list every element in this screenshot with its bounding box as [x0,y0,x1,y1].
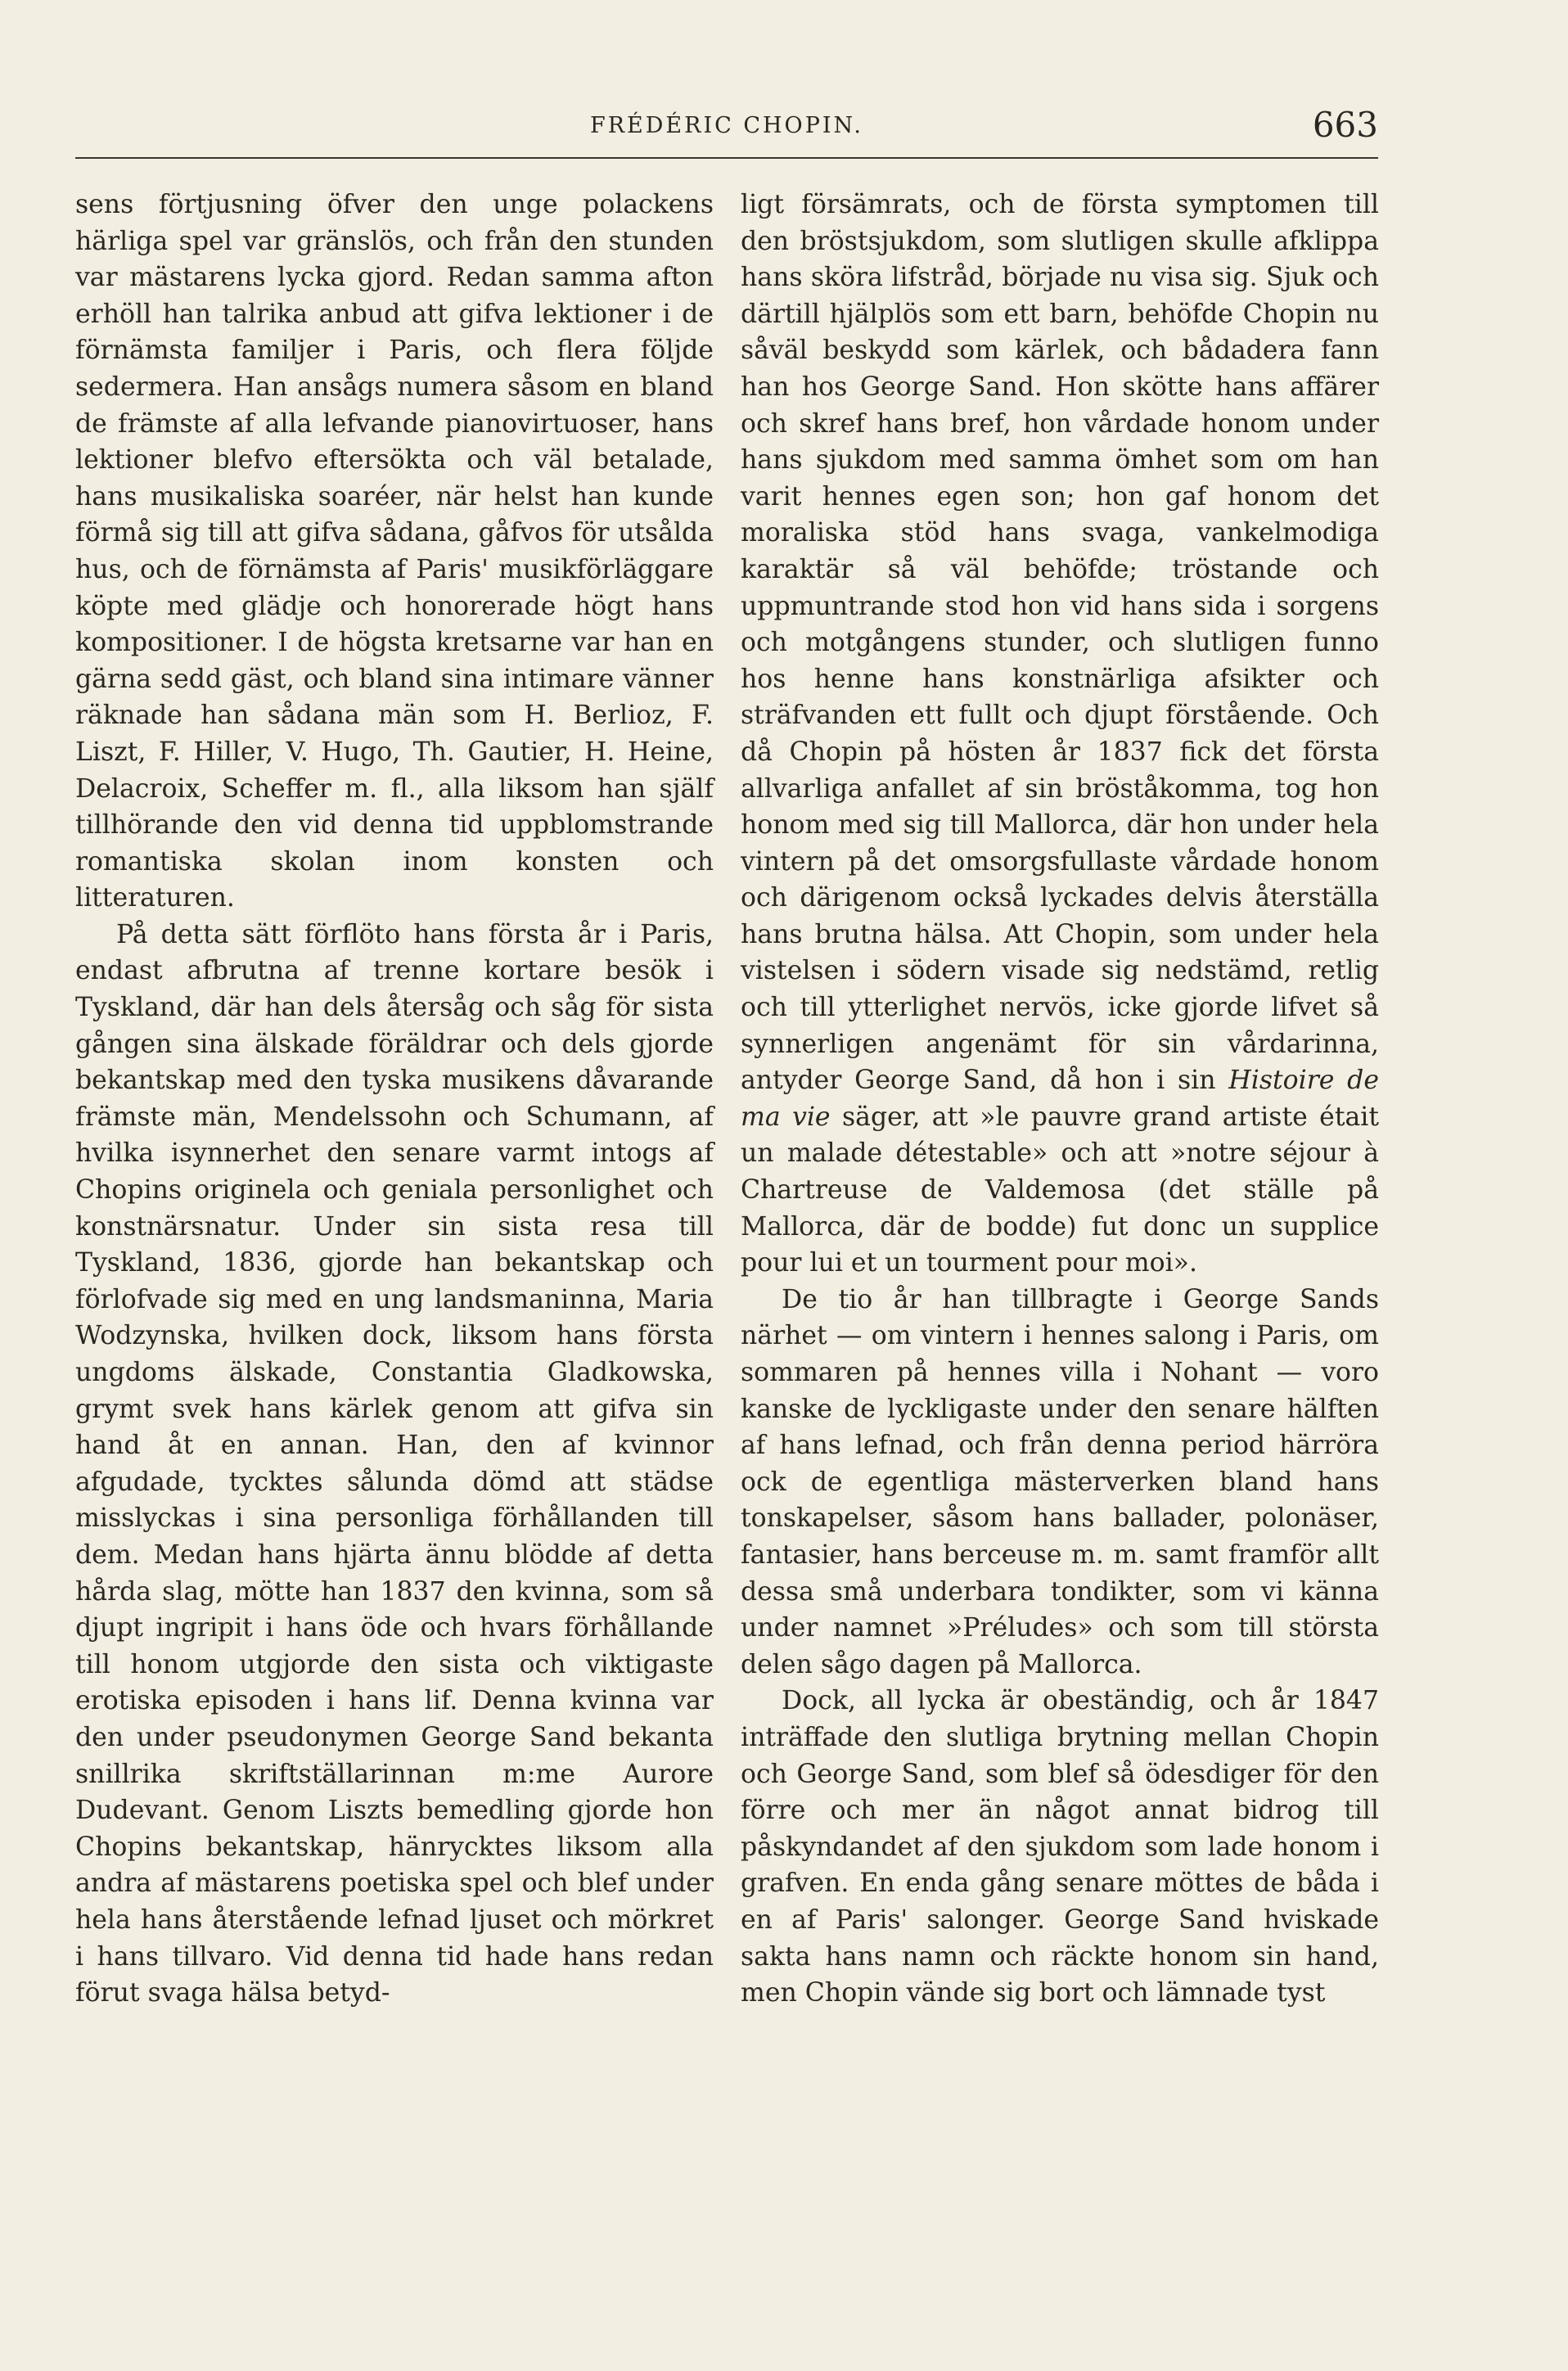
left-paragraph-2: På detta sätt förflöto hans första år i Paris, endast afbrutna af trenne kortare besök i Tyskland, där han dels återsåg och såg för sista gången sina älskade föräldrar och dels gjorde bekantskap med den tyska musikens dåvarande främste män, Mendelssohn och Schumann, af hvilka isynnerhet den senare varmt intogs af Chopins originela och geniala personlighet och konstnärsnatur. Under sin sista resa till Tyskland, 1836, gjorde han bekantskap och förlofvade sig med en ung landsmaninna, Maria Wodzynska, hvilken dock, liksom hans första ungdoms älskade, Constantia Gladkowska, grymt svek hans kärlek genom att gifva sin hand åt en annan. Han, den af kvinnor afgudade, tycktes sålunda dömd att städse misslyckas i sina personliga förhållanden till dem. Medan hans hjärta ännu blödde af detta hårda slag, mötte han 1837 den kvinna, som så djupt ingripit i hans öde och hvars förhållande till honom utgjorde den sista och viktigaste erotiska episoden i hans lif. Denna kvinna var den under pseudonymen George Sand bekanta snillrika skriftställarinnan m:me Aurore Dudevant. Genom Liszts bemedling gjorde hon Chopins bekantskap, hänrycktes liksom alla andra af mästarens poetiska spel och blef under hela hans återstående lefnad ljuset och mörkret i hans tillvaro. Vid denna tid hade hans redan förut svaga hälsa betyd- [75,919,714,2008]
running-header [75,105,1378,162]
right-paragraph-3: Dock, all lycka är obeständig, och år 1847 inträffade den slutliga brytning mellan Chopin och George Sand, som blef så ödesdiger för den förre och mer än något annat bidrog till påskyndandet af den sjukdom som lade honom i grafven. En enda gång senare möttes de båda i en af Paris' salonger. George Sand hviskade sakta hans namn och räckte honom sin hand, men Chopin vände sig bort och lämnade tyst [741,1686,1379,2008]
left-paragraph-1: sens förtjusning öfver den unge polackens härliga spel var gränslös, och från den stunden var mästarens lycka gjord. Redan samma afton erhöll han talrika anbud att gifva lektioner i de förnämsta familjer i Paris, och flera följde sedermera. Han ansågs numera såsom en bland de främste af alla lefvande pianovirtuoser, hans lektioner blefvo eftersökta och väl betalade, hans musikaliska soaréer, när helst han kunde förmå sig till att gifva sådana, gåfvos för utsålda hus, och de förnämsta af Paris' musikförläggare köpte med glädje och honorerade högt hans kompositioner. I de högsta kretsarne var han en gärna sedd gäst, och bland sina intimare vänner räknade han sådana män som H. Berlioz, F. Liszt, F. Hiller, V. Hugo, Th. Gautier, H. Heine, Delacroix, Scheffer m. fl., alla liksom han själf tillhörande den vid denna tid uppblomstrande romantiska skolan inom konsten och litteraturen. [75,190,714,913]
right-column [741,187,1379,2012]
right-paragraph-1-text-a: ligt försämrats, och de första symptomen till den bröstsjukdom, som slutligen skulle afklippa hans sköra lifstråd, började nu visa sig. Sjuk och därtill hjälplös som ett barn, behöfde Chopin nu såväl beskydd som kärlek, och bådadera fann han hos George Sand. Hon skötte hans affärer och skref hans bref, hon vårdade honom under hans sjukdom med samma ömhet som om han varit hennes egen son; hon gaf honom det moraliska stöd hans svaga, vankelmodiga karaktär så väl behöfde; tröstande och uppmuntrande stod hon vid hans sida i sorgens och motgångens stunder, och slutligen funno hos henne hans konstnärliga afsikter och sträfvanden ett fullt och djupt förstående. Och då Chopin på hösten år 1837 fick det första allvarliga anfallet af sin bröståkomma, tog hon honom med sig till Mallorca, där hon under hela vintern på det omsorgsfullaste vårdade honom och därigenom också lyckades delvis återställa hans brutna hälsa. Att Chopin, som under hela vistelsen i södern visade sig nedstämd, retlig och till ytterlighet nervös, icke gjorde lifvet så synnerligen angenämt för sin vårdarinna, antyder George Sand, då hon i sin [741,190,1379,1096]
right-paragraph-2: De tio år han tillbragte i George Sands närhet — om vintern i hennes salong i Paris, om sommaren på hennes villa i Nohant — voro kanske de lyckligaste under den senare hälften af hans lefnad, och från denna period härröra ock de egentliga mästerverken bland hans tonskapelser, såsom hans ballader, polonäser, fantasier, hans berceuse m. m. samt framför allt dessa små underbara tondikter, som vi känna under namnet »Préludes» och som till största delen sågo dagen på Mallorca. [741,1284,1379,1679]
running-title: FRÉDÉRIC CHOPIN. [589,113,864,138]
header-rule [75,157,1378,159]
left-column [75,187,714,2012]
right-paragraph-1-text-b: säger, att »le pauvre grand artiste était un malade détestable» och att »notre séjour à Chartreuse de Valdemosa (det ställe på Mallorca, där de bodde) fut donc un supplice pour lui et un tourment pour moi». [741,1102,1379,1278]
right-paragraph-1 [741,187,1379,1282]
page-number: 663 [1312,105,1378,145]
book-title-italic: Histoire de ma vie [741,1066,1379,1132]
